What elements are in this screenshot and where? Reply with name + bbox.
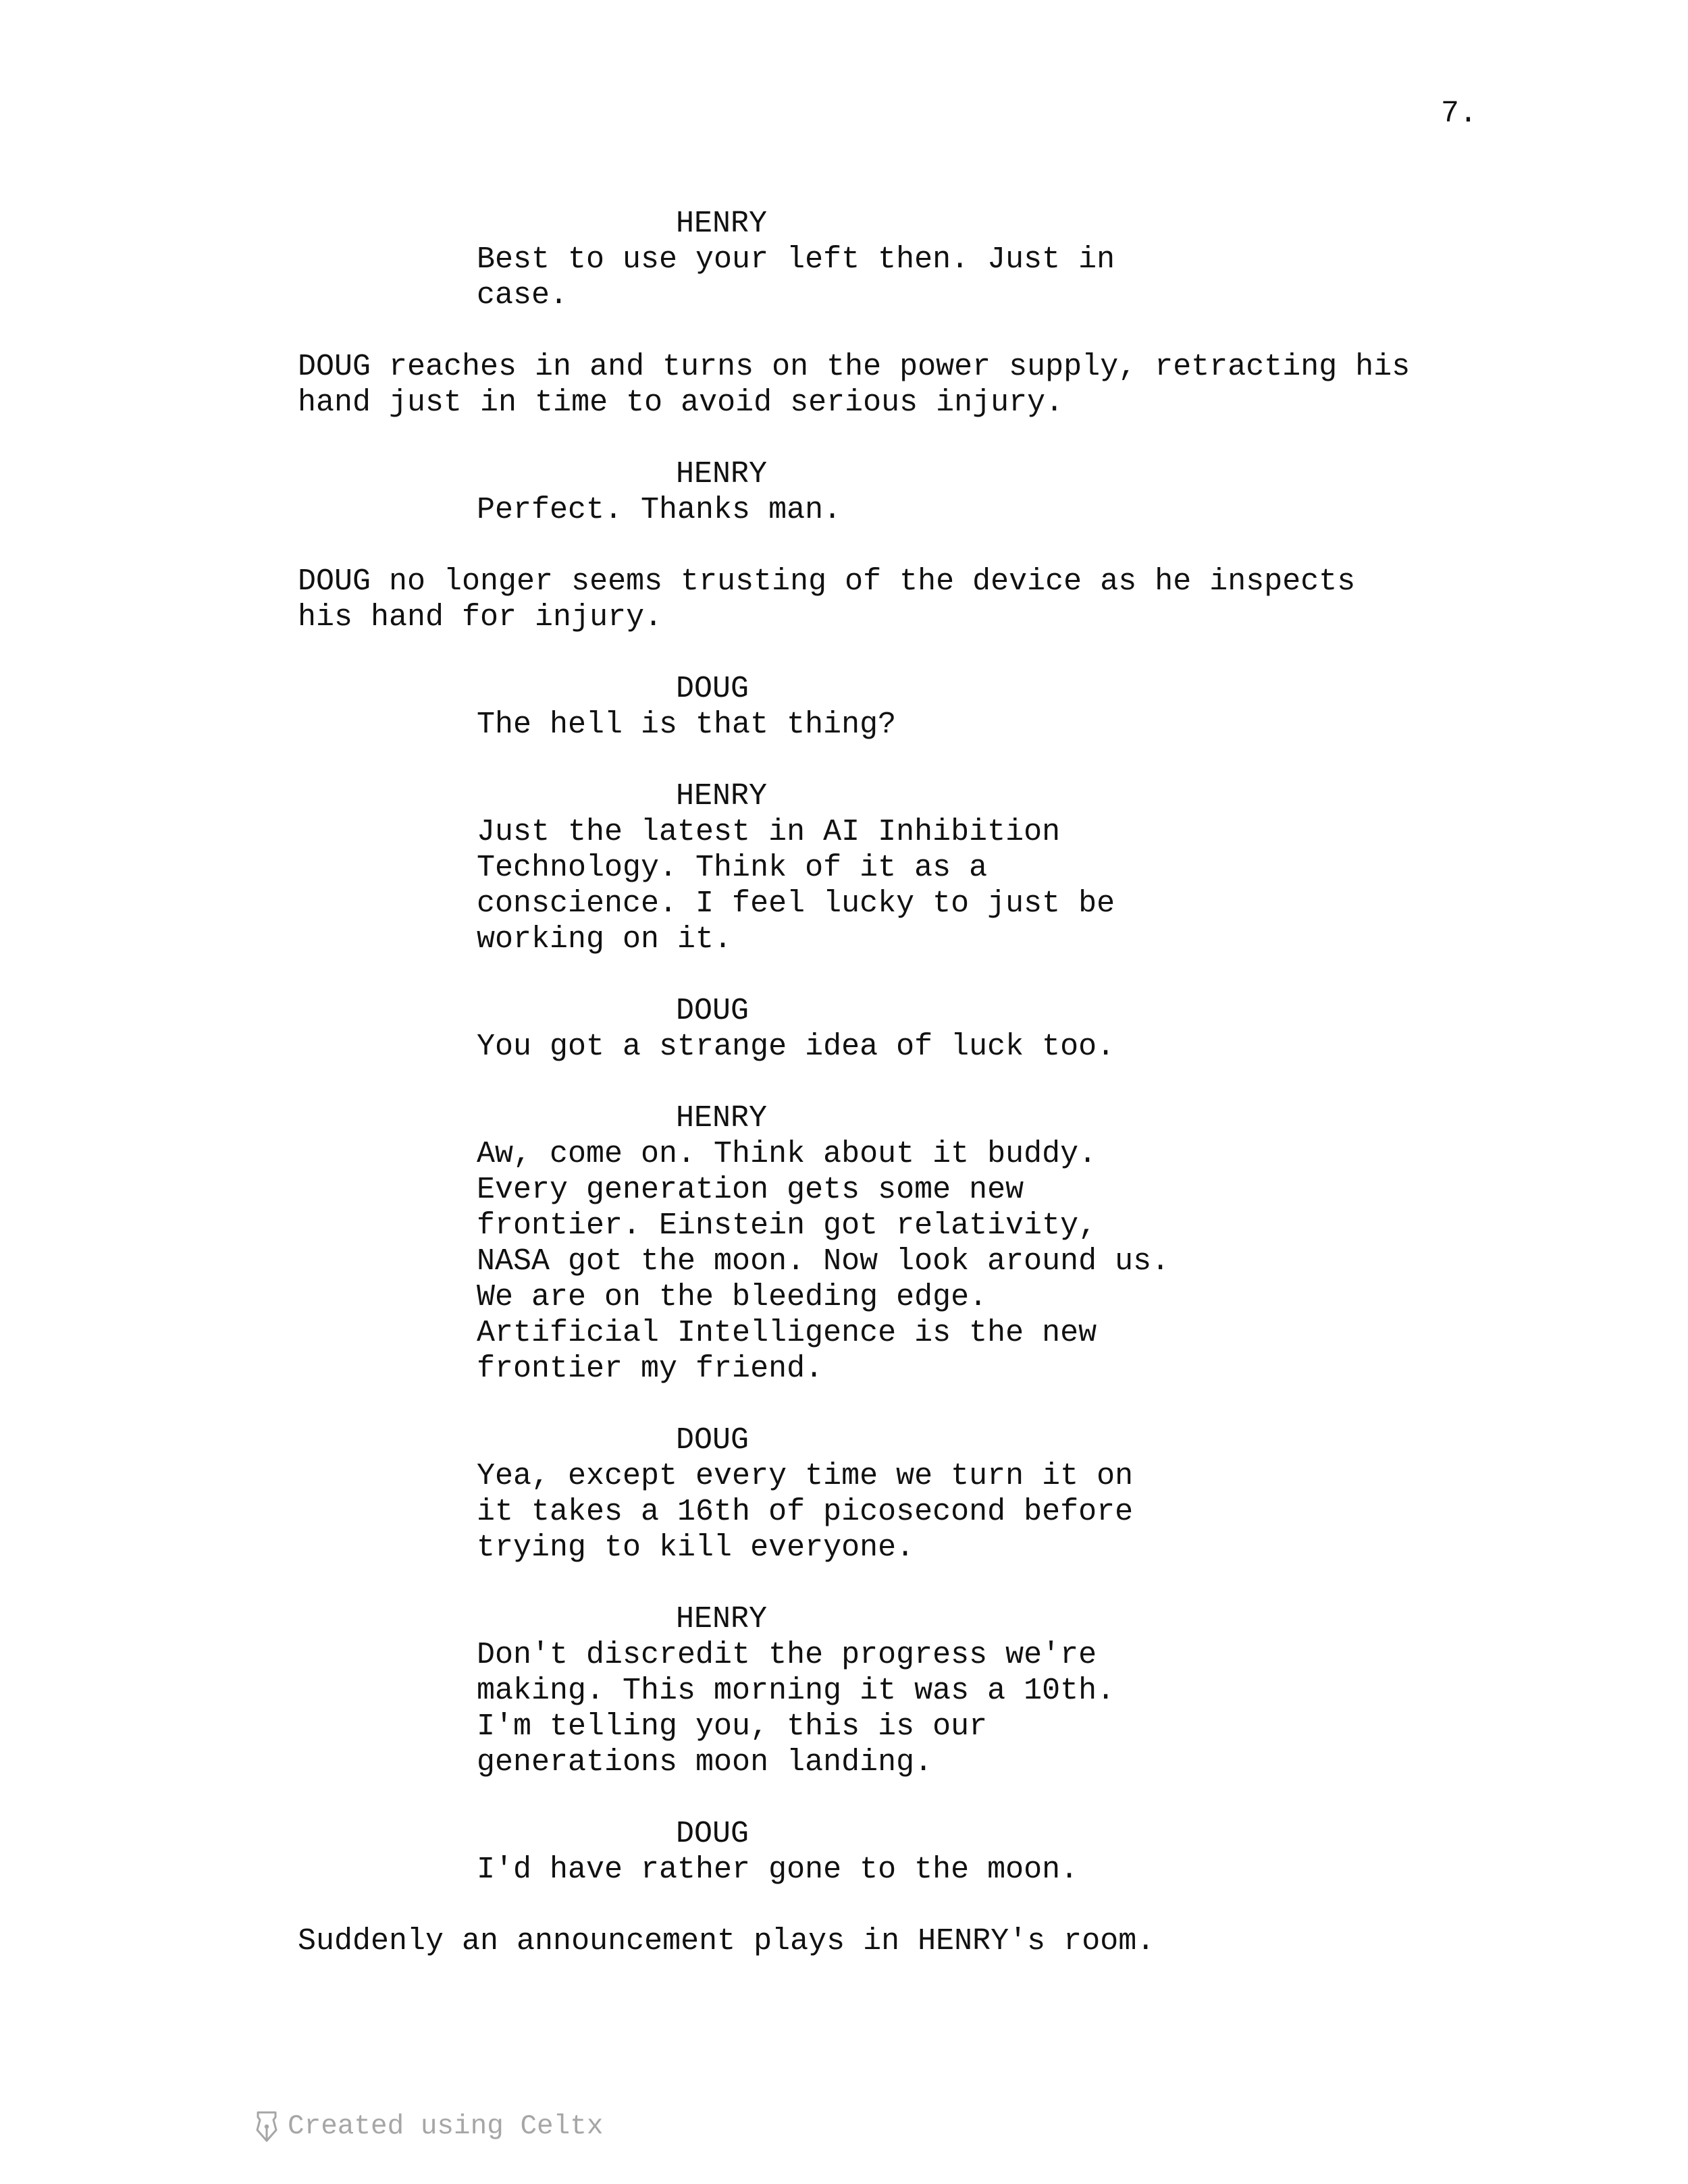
dialogue: Perfect. Thanks man. bbox=[477, 493, 842, 527]
character-cue-doug: DOUG bbox=[676, 1817, 749, 1851]
character-cue-henry: HENRY bbox=[676, 1602, 768, 1636]
dialogue: The hell is that thing? bbox=[477, 708, 897, 742]
dialogue: Don't discredit the progress we're making. This morning it was a 10th. I'm telling you, this is our generations moon landing. bbox=[477, 1638, 1115, 1780]
page-number: 7. bbox=[1441, 97, 1478, 131]
dialogue: I'd have rather gone to the moon. bbox=[477, 1853, 1079, 1887]
character-cue-doug: DOUG bbox=[676, 672, 749, 706]
dialogue: Best to use your left then. Just in case. bbox=[477, 242, 1115, 313]
dialogue: Aw, come on. Think about it buddy. Every generation gets some new frontier. Einstein got relativity, NASA got the moon. Now look around us. We are on the bleeding edge. Artificial Intelligence is the new frontier my friend. bbox=[477, 1137, 1170, 1386]
dialogue: You got a strange idea of luck too. bbox=[477, 1030, 1115, 1064]
character-cue-henry: HENRY bbox=[676, 207, 768, 241]
character-cue-doug: DOUG bbox=[676, 994, 749, 1028]
character-cue-henry: HENRY bbox=[676, 779, 768, 814]
footer-text: Created using Celtx bbox=[288, 2111, 604, 2142]
character-cue-henry: HENRY bbox=[676, 1101, 768, 1136]
footer-celtx bbox=[255, 2110, 603, 2143]
action-line: DOUG reaches in and turns on the power supply, retracting his hand just in time to avoid serious injury. bbox=[298, 350, 1410, 420]
character-cue-doug: DOUG bbox=[676, 1423, 749, 1458]
dialogue: Yea, except every time we turn it on it takes a 16th of picosecond before trying to kill everyone. bbox=[477, 1459, 1134, 1565]
pen-nib-icon bbox=[255, 2110, 278, 2143]
dialogue: Just the latest in AI Inhibition Technology. Think of it as a conscience. I feel lucky to just be working on it. bbox=[477, 815, 1115, 957]
character-cue-henry: HENRY bbox=[676, 457, 768, 491]
action-line: Suddenly an announcement plays in HENRY's room. bbox=[298, 1924, 1155, 1959]
action-line: DOUG no longer seems trusting of the device as he inspects his hand for injury. bbox=[298, 564, 1356, 635]
